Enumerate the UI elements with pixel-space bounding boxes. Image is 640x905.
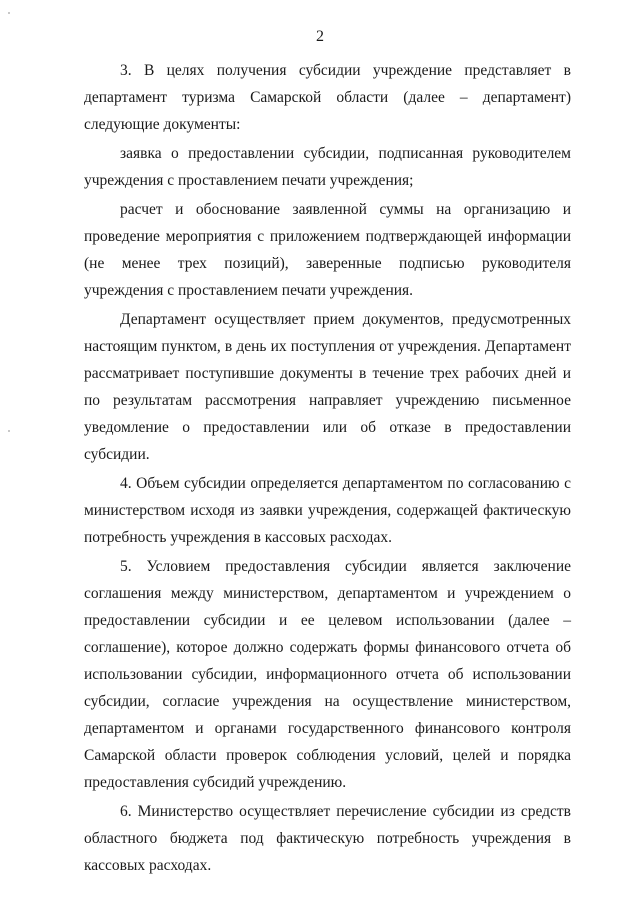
scan-artifact [8, 430, 10, 432]
scan-artifact [8, 12, 10, 14]
paragraph-5-condition: 5. Условием предоставления субсидии является заключение соглашения между министерством, департаментом и учреждением о предоставлении субсидии и ее целевом использовании (далее – соглашение), которое должно содержать формы финансового отчета об использовании субсидии, информационного отчета об использовании субсидии, согласие учреждения на осуществление министерством, департаментом и органами государственного финансового контроля Самарской области проверок соблюдения условий, целей и порядка предоставления субсидий учреждению. [84, 558, 571, 791]
document-body [84, 57, 571, 879]
paragraph-department-review: Департамент осуществляет прием документов, предусмотренных настоящим пунктом, в день их поступления от учреждения. Департамент рассматривает поступившие документы в течение трех рабочих дней и по результатам рассмотрения направляет учреждению письменное уведомление о предоставлении или об отказе в предоставлении субсидии. [84, 311, 571, 463]
paragraph-3-intro: 3. В целях получения субсидии учреждение представляет в департамент туризма Самарской области (далее – департамент) следующие документы: [84, 62, 571, 133]
page-number: 2 [316, 28, 324, 45]
paragraph-6-transfer: 6. Министерство осуществляет перечисление субсидии из средств областного бюджета под фактическую потребность учреждения в кассовых расходах. [84, 803, 571, 874]
paragraph-calculation: расчет и обоснование заявленной суммы на организацию и проведение мероприятия с приложением подтверждающей информации (не менее трех позиций), заверенные подписью руководителя учреждения с проставлением печати учреждения. [84, 201, 571, 299]
paragraph-4-volume: 4. Объем субсидии определяется департаментом по согласованию с министерством исходя из заявки учреждения, содержащей фактическую потребность учреждения в кассовых расходах. [84, 475, 571, 546]
paragraph-application: заявка о предоставлении субсидии, подписанная руководителем учреждения с проставлением печати учреждения; [84, 145, 571, 189]
